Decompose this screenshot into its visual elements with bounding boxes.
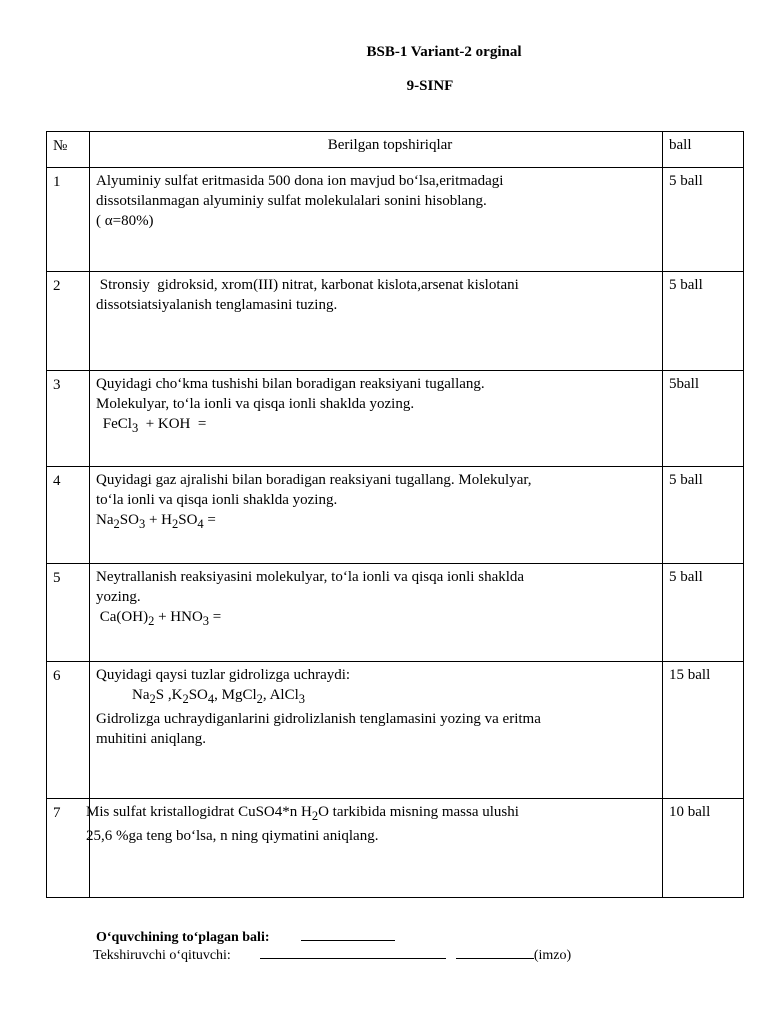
table-row: [47, 564, 744, 662]
row-points: 5 ball: [663, 168, 744, 272]
table-row: [47, 662, 744, 799]
table-row: [47, 371, 744, 467]
row-points: 10 ball: [663, 799, 744, 898]
signature-label: (imzo): [533, 948, 572, 963]
table-row: [47, 467, 744, 564]
header-points: ball: [663, 132, 744, 168]
task-text: Quyidagi cho‘kma tushishi bilan boradigan reaksiyani tugallang. Molekulyar, to‘la ionli va qisqa ionli shaklda yozing. FeCl$_3$ + KOH =: [90, 371, 663, 467]
tasks-table: [46, 131, 744, 898]
reaction-formula: FeCl$_3$ + KOH =: [99, 416, 207, 435]
task-text: Alyuminiy sulfat eritmasida 500 dona ion mavjud bo‘lsa,eritmadagi dissotsilanmagan alyuminiy sulfat molekulalari sonini hisoblang. ( α=80%): [90, 168, 663, 272]
teacher-name-blank: [260, 944, 446, 959]
row-number: 7: [47, 799, 90, 898]
grade-title: 9-SINF: [406, 78, 454, 94]
table-header-row: [47, 132, 744, 168]
row-points: 5ball: [663, 371, 744, 467]
task-text: Quyidagi gaz ajralishi bilan boradigan reaksiyani tugallang. Molekulyar, to‘la ionli va qisqa ionli shaklda yozing. $Na_2SO_3 + H_2SO_4$ =: [90, 467, 663, 564]
row-number: 6: [47, 662, 90, 799]
task-text: Neytrallanish reaksiyasini molekulyar, to‘la ionli va qisqa ionli shaklda yozing. $Ca(OH)_2 + HNO_3$ =: [90, 564, 663, 662]
task-text: Stronsiy gidroksid, xrom(III) nitrat, karbonat kislota,arsenat kislotani dissotsiatsiyalanish tenglamasini tuzing.: [90, 272, 663, 371]
table-row: [47, 168, 744, 272]
row-points: 5 ball: [663, 467, 744, 564]
task-text: Mis sulfat kristallogidrat CuSO4*n $H_2O$ tarkibida misning massa ulushi 25,6 %ga teng bo‘lsa, n ning qiymatini aniqlang.: [90, 799, 663, 898]
signature-blank: [456, 944, 534, 959]
row-points: 5 ball: [663, 272, 744, 371]
salts-formula: $Na_2S$ $,K_2SO_4$, MgCl$_2$, AlCl$_3$: [132, 687, 305, 706]
row-number: 1: [47, 168, 90, 272]
header-task: Berilgan topshiriqlar: [90, 132, 663, 168]
row-number: 2: [47, 272, 90, 371]
score-blank: [301, 926, 395, 941]
reaction-formula: $Na_2SO_3 + H_2SO_4$ =: [96, 512, 216, 531]
teacher-line: Tekshiruvchi o‘qituvchi: (imzo): [93, 944, 571, 964]
row-points: 15 ball: [663, 662, 744, 799]
table-row: [47, 272, 744, 371]
table-row: [47, 799, 744, 898]
row-number: 5: [47, 564, 90, 662]
header-num: №: [47, 132, 90, 168]
document-title: BSB-1 Variant-2 orginal: [366, 44, 522, 60]
student-score-line: O‘quvchining to‘plagan bali:: [96, 926, 395, 946]
row-number: 3: [47, 371, 90, 467]
row-points: 5 ball: [663, 564, 744, 662]
reaction-formula: $Ca(OH)_2 + HNO_3$ =: [96, 609, 222, 628]
row-number: 4: [47, 467, 90, 564]
task-text: Quyidagi qaysi tuzlar gidrolizga uchraydi: $Na_2S$ $,K_2SO_4$, MgCl$_2$, AlCl$_3$ Gidrolizga uchraydiganlarini gidrolizlanish tenglamasini yozing va eritma muhitini aniqlang.: [90, 662, 663, 799]
